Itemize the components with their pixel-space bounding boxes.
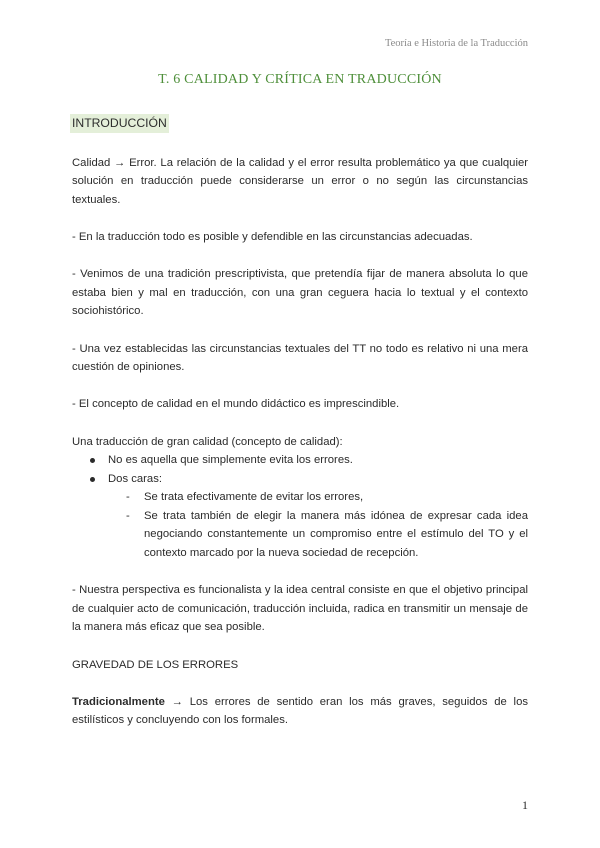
page-number: 1 — [522, 798, 528, 812]
paragraph-gravity — [72, 693, 528, 730]
document-title: T. 6 CALIDAD Y CRÍTICA EN TRADUCCIÓN — [158, 72, 442, 87]
list-item — [90, 470, 528, 563]
section-heading-introduccion: INTRODUCCIÓN — [70, 114, 169, 133]
sublist-item-text: Se trata también de elegir la manera más idónea de expresar cada idea negociando constantemente un compromiso entre el estímulo del TO y el contexto marcado por la nueva sociedad de recepción. — [144, 509, 528, 560]
section-heading-gravedad: GRAVEDAD DE LOS ERRORES — [72, 658, 239, 671]
list-item-text: Dos caras: — [108, 472, 162, 485]
paragraph: - El concepto de calidad en el mundo didáctico es imprescindible. — [72, 398, 400, 411]
list-intro: Una traducción de gran calidad (concepto de calidad): — [72, 435, 343, 448]
bullet-icon — [90, 477, 95, 482]
paragraph-closing: - Nuestra perspectiva es funcionalista y la idea central consiste en que el objetivo principal de cualquier acto de comunicación, traducción incluida, radica en transmitir un mensaje de la manera más eficaz que sea posible. — [72, 584, 528, 634]
bullet-icon — [90, 458, 95, 463]
bullet-list — [72, 451, 528, 563]
running-header: Teoría e Historia de la Traducción — [384, 38, 528, 49]
dash-icon: - — [126, 491, 130, 504]
lead-text: Los errores de sentido eran los más graves, seguidos de los estilísticos y concluyendo con los formales. — [72, 695, 528, 727]
paragraph: - Venimos de una tradición prescriptivista, que pretendía fijar de manera absoluta lo que estaba bien y mal en traducción, con una gran ceguera hacia lo textual y el contexto sociohistórico. — [72, 268, 528, 318]
paragraph: - Una vez establecidas las circunstancias textuales del TT no todo es relativo ni una mera cuestión de opiniones. — [72, 342, 528, 374]
document-body — [72, 114, 528, 749]
paragraph: Calidad → Error. La relación de la calidad y el error resulta problemático ya que cualquier solución en traducción puede considerarse un error o no según las circunstancias textuales. — [72, 156, 528, 206]
sublist-item-text: Se trata efectivamente de evitar los errores, — [144, 491, 364, 504]
lead-term: Tradicionalmente → — [72, 695, 183, 708]
dash-sublist — [90, 488, 528, 562]
list-item-text: No es aquella que simplemente evita los errores. — [108, 454, 353, 467]
list-item — [90, 451, 528, 470]
paragraph: - En la traducción todo es posible y defendible en las circunstancias adecuadas. — [72, 230, 473, 243]
sublist-item — [126, 488, 528, 507]
dash-icon: - — [126, 509, 130, 522]
sublist-item — [126, 507, 528, 563]
